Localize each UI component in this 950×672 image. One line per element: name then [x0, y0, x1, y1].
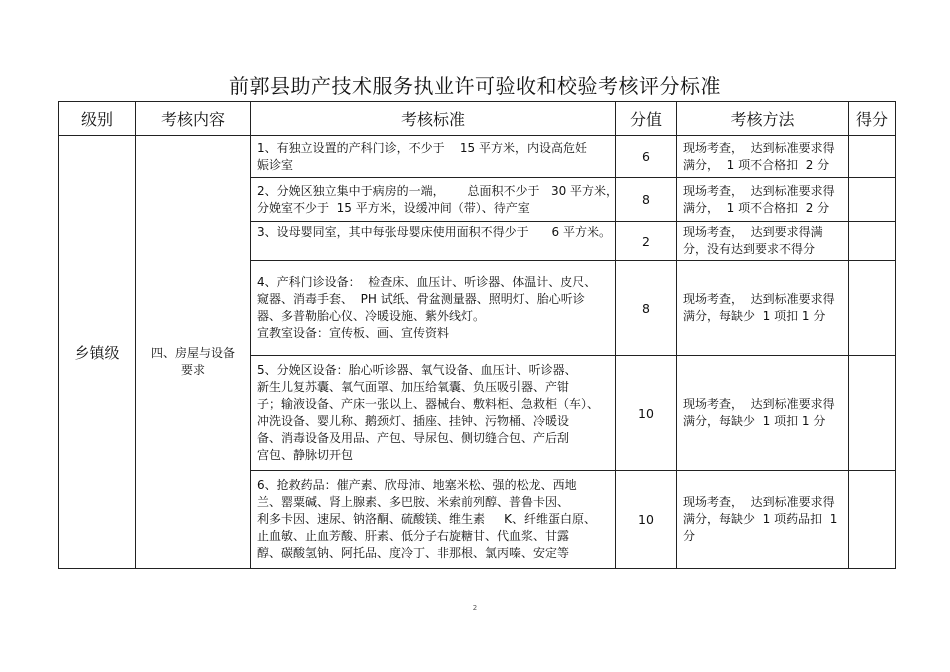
- standard-line: 宣教室设备：宣传板、画、宣传资料: [257, 326, 450, 340]
- method-line: 现场考查， 达到标准要求得: [683, 292, 835, 306]
- content-line: 要求: [180, 363, 205, 377]
- content-cell: [136, 136, 251, 569]
- method-line: 现场考查， 达到标准要求得: [683, 140, 835, 155]
- standard-line: 兰、罂粟碱、肾上腺素、多巴胺、米索前列醇、普鲁卡因、: [257, 495, 570, 509]
- header-score: 分值: [616, 102, 677, 136]
- standard-line: 1、有独立设置的产科门诊，不少于 15 平方米，内设高危妊: [257, 140, 587, 155]
- standard-line: 3、设母婴同室，其中每张母婴床使用面积不得少于 6 平方米。: [257, 225, 611, 239]
- method-line: 现场考查， 达到标准要求得: [683, 495, 835, 509]
- score-cell: 6: [616, 136, 677, 178]
- score-cell: 8: [616, 261, 677, 356]
- standard-cell: [251, 222, 616, 261]
- standard-cell: [251, 471, 616, 569]
- standard-cell: [251, 136, 616, 178]
- standard-line: 醇、碳酸氢钠、阿托品、度冷丁、非那根、氯丙嗪、安定等: [257, 546, 570, 560]
- obtained-cell[interactable]: [849, 178, 896, 222]
- standard-line: 娠诊室: [257, 157, 294, 172]
- method-line: 满分， 1 项不合格扣 2 分: [683, 200, 830, 215]
- obtained-cell[interactable]: [849, 261, 896, 356]
- standard-line: 器、多普勒胎心仪、冷暖设施、紫外线灯。: [257, 309, 486, 323]
- level-text: 乡镇级: [74, 343, 120, 362]
- table-row: [59, 136, 896, 178]
- standard-line: 新生儿复苏囊、氧气面罩、加压给氧囊、负压吸引器、产钳: [257, 380, 570, 394]
- obtained-cell[interactable]: [849, 222, 896, 261]
- standard-cell: [251, 178, 619, 222]
- method-line: 现场考查， 达到标准要求得: [683, 397, 835, 411]
- obtained-cell[interactable]: [849, 471, 896, 569]
- obtained-cell[interactable]: [849, 136, 896, 178]
- score-cell: 8: [616, 178, 677, 222]
- standard-cell: [251, 261, 616, 356]
- page-number: 2: [472, 604, 478, 612]
- method-line: 分，没有达到要求不得分: [683, 242, 816, 256]
- method-line: 现场考查， 达到要求得满: [683, 225, 823, 239]
- standard-line: 止血敏、止血芳酸、肝素、低分子右旋糖甘、代血浆、甘露: [257, 529, 570, 543]
- content-line: 四、房屋与设备: [150, 346, 235, 360]
- header-level: 级别: [59, 102, 136, 136]
- scoring-table: [58, 101, 896, 569]
- method-line: 分: [683, 529, 696, 543]
- standard-line: 分娩室不少于 15 平方米，设缓冲间（带）、待产室: [257, 200, 530, 215]
- method-line: 满分，每缺少 1 项扣 1 分: [683, 414, 826, 428]
- standard-line: 冲洗设备、婴儿称、鹅颈灯、插座、挂钟、污物桶、冷暖设: [257, 414, 570, 428]
- standard-line: 利多卡因、速尿、钠洛酮、硫酸镁、维生素 K、纤维蛋白原、: [257, 512, 596, 526]
- method-line: 满分，每缺少 1 项药品扣 1: [683, 512, 838, 526]
- standard-line: 子；输液设备、产床一张以上、器械台、敷料柜、急救柜（车）、: [257, 397, 600, 411]
- method-cell: [677, 356, 849, 471]
- standard-line: 窥器、消毒手套、 PH 试纸、骨盆测量器、照明灯、胎心听诊: [257, 292, 585, 306]
- method-cell: [677, 261, 849, 356]
- standard-line: 4、产科门诊设备： 检查床、血压计、听诊器、体温计、皮尺、: [257, 275, 597, 289]
- score-cell: 10: [616, 356, 677, 471]
- standard-line: 备、消毒设备及用品、产包、导尿包、侧切缝合包、产后刮: [257, 431, 570, 445]
- method-cell: [677, 471, 849, 569]
- header-method: 考核方法: [677, 102, 849, 136]
- header-obtained: 得分: [849, 102, 896, 136]
- standard-line: 2、分娩区独立集中于病房的一端， 总面积不少于 30 平方米，: [257, 183, 619, 198]
- standard-line: 宫包、静脉切开包: [257, 448, 354, 462]
- method-cell: [677, 222, 849, 261]
- standard-line: 6、抢救药品：催产素、欣母沛、地塞米松、强的松龙、西地: [257, 478, 577, 492]
- score-cell: 10: [616, 471, 677, 569]
- score-cell: 2: [616, 222, 677, 261]
- method-line: 满分，每缺少 1 项扣 1 分: [683, 309, 826, 323]
- standard-cell: [251, 356, 616, 471]
- header-standard: 考核标准: [251, 102, 616, 136]
- header-row: [59, 102, 896, 136]
- method-line: 现场考查， 达到标准要求得: [683, 183, 835, 198]
- method-cell: [677, 136, 849, 178]
- standard-line: 5、分娩区设备：胎心听诊器、氧气设备、血压计、听诊器、: [257, 363, 577, 377]
- level-cell: [59, 136, 136, 569]
- document-title: 前郭县助产技术服务执业许可验收和校验考核评分标准: [229, 74, 721, 98]
- method-cell: [677, 178, 849, 222]
- header-content: 考核内容: [136, 102, 251, 136]
- obtained-cell[interactable]: [849, 356, 896, 471]
- method-line: 满分， 1 项不合格扣 2 分: [683, 157, 830, 172]
